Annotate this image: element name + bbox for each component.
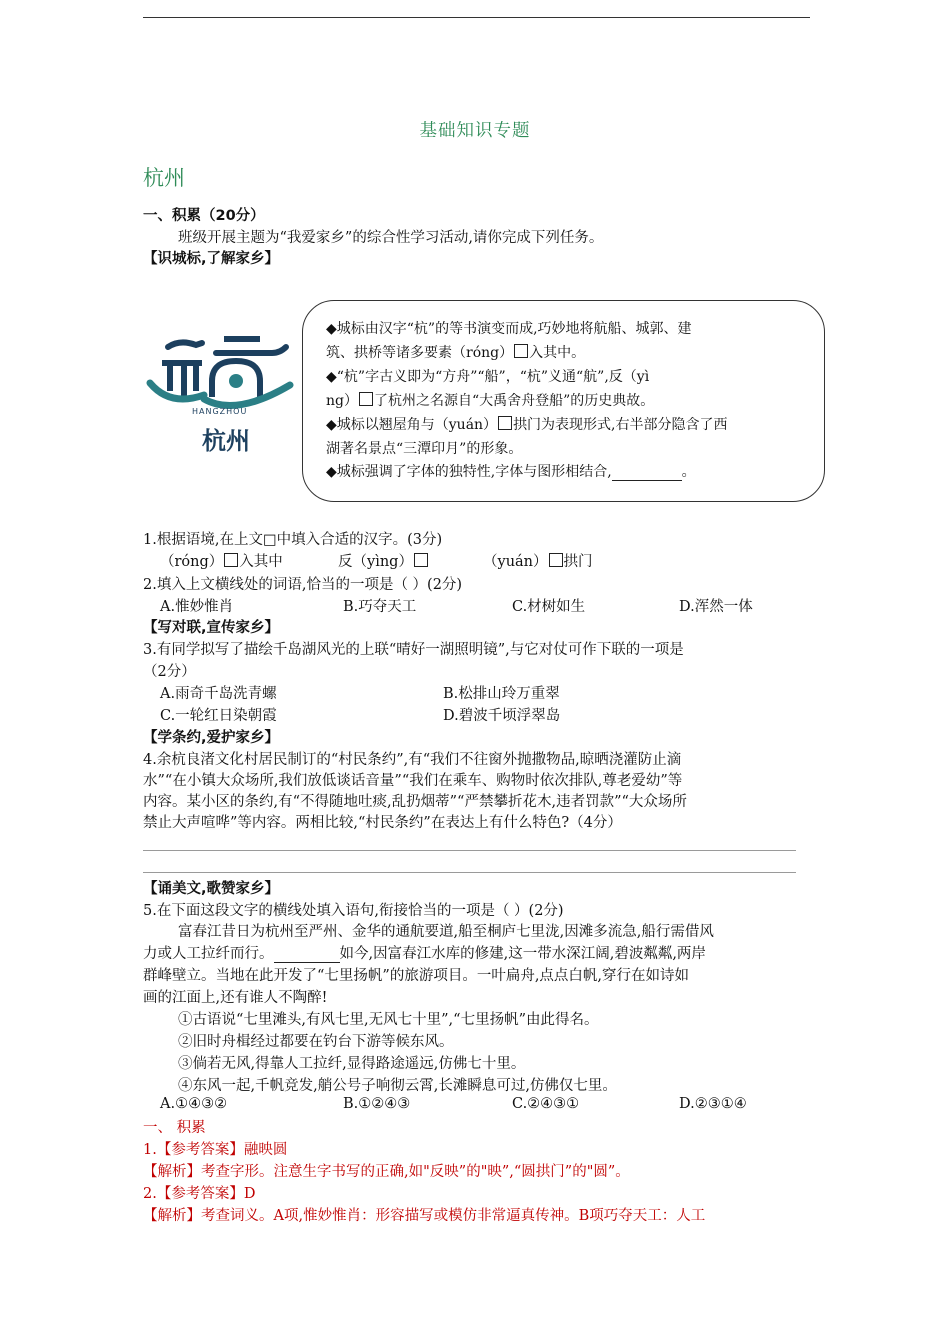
box-line-4-end: 了杭州之名源自“大禹舍舟登船”的历史典故。 [373, 393, 655, 409]
box-line-5-end: 拱门为表现形式,右半部分隐含了西 [513, 417, 728, 433]
blank-square [514, 344, 528, 358]
q1-answer-3 [483, 550, 593, 571]
q5-sentence-1: ①古语说“七里滩头,有风七里,无风七十里”,“七里扬帆”由此得名。 [178, 1012, 599, 1028]
q2-option-a: A.惟妙惟肖 [160, 599, 234, 615]
city-heading: 杭州 [143, 166, 185, 190]
q5-sentence-4: ④东风一起,千帆竞发,艄公号子响彻云霄,长滩瞬息可过,仿佛仅七里。 [178, 1078, 617, 1094]
q3-stem-line-1: 3.有同学拟写了描绘千岛湖风光的上联“晴好一湖照明镜”,与它对仗可作下联的一项是 [143, 642, 684, 658]
q1-answer-1 [160, 550, 283, 571]
q2-option-b: B.巧夺天工 [343, 599, 417, 615]
q5-passage-line-2-start: 力或人工拉纤而行。 [143, 946, 274, 962]
blank-line [612, 464, 682, 481]
logo-cn-text: 杭州 [202, 427, 250, 455]
answers-heading: 一、 积累 [143, 1120, 206, 1136]
answer-line [143, 872, 796, 873]
task1-heading: 【识城标,了解家乡】 [143, 251, 280, 267]
intro-text: 班级开展主题为“我爱家乡”的综合性学习活动,请你完成下列任务。 [178, 230, 604, 246]
q1-stem: 1.根据语境,在上文□中填入合适的汉字。(3分) [143, 532, 443, 548]
q4-line-2: 水”“在小镇大众场所,我们放低谈话音量”“我们在乘车、购物时依次排队,尊老爱幼”等 [143, 773, 683, 789]
box-line-6: 湖著名景点“三潭印月”的形象。 [326, 441, 523, 457]
box-line-3: ◆“杭”字古义即为“方舟”“船”，“杭”义通“航”,反（yì [326, 369, 650, 385]
q1-answer-1-text: 入其中 [239, 554, 283, 570]
blank-square [414, 553, 428, 567]
section-heading: 一、积累（20分） [143, 208, 265, 224]
blank-square [498, 416, 512, 430]
box-line-4 [326, 390, 654, 410]
box-line-2-text: 筑、拱桥等诸多要素（róng） [326, 345, 514, 361]
q5-passage-line-4: 画的江面上,还有谁人不陶醉! [143, 990, 328, 1006]
q5-passage-line-2-end: 如今,因富春江水库的修建,这一带水深江阔,碧波粼粼,两岸 [339, 946, 706, 962]
answer-2: 2.【参考答案】D [143, 1186, 256, 1202]
box-line-5 [326, 414, 728, 434]
box-line-7-end: 。 [681, 464, 696, 480]
answer-line [143, 850, 796, 851]
q1-answer-3-text: 拱门 [563, 554, 593, 570]
q3-option-b: B.松排山玲万重翠 [443, 686, 560, 702]
box-line-2-end: 入其中。 [529, 345, 586, 361]
q5-option-b: B.①②④③ [343, 1096, 411, 1112]
q5-passage-line-2 [143, 942, 706, 963]
box-line-7 [326, 461, 696, 481]
task3-heading: 【学条约,爱护家乡】 [143, 730, 280, 746]
q2-stem: 2.填入上文横线处的词语,恰当的一项是（ ）(2分) [143, 577, 463, 593]
box-line-4-text: ng） [326, 393, 358, 409]
blank-square [359, 392, 373, 406]
q4-line-1: 4.余杭良渚文化村居民制订的“村民条约”,有“我们不往窗外抛撒物品,晾晒浇灌防止滴 [143, 752, 682, 768]
answer-1-explanation: 【解析】考查字形。注意生字书写的正确,如"反映”的"映”,“圆拱门”的"圆”。 [143, 1164, 630, 1180]
q3-option-d: D.碧波千顷浮翠岛 [443, 708, 561, 724]
q3-option-a: A.雨奇千岛洗青螺 [160, 686, 277, 702]
task2-heading: 【写对联,宣传家乡】 [143, 620, 280, 636]
box-line-2 [326, 342, 585, 362]
q5-sentence-3: ③倘若无风,得靠人工拉纤,显得路途遥远,仿佛七十里。 [178, 1056, 526, 1072]
blank-line [274, 946, 340, 963]
q5-sentence-2: ②旧时舟楫经过都要在钓台下游等候东风。 [178, 1034, 454, 1050]
blank-square [224, 553, 238, 567]
q2-option-d: D.浑然一体 [679, 599, 753, 615]
q1-answer-2-pinyin: 反（yìng） [338, 554, 413, 570]
box-line-5-text: ◆城标以翘屋角与（yuán） [326, 417, 498, 433]
page-title: 基础知识专题 [419, 121, 531, 141]
q1-answer-2 [338, 550, 429, 571]
q5-stem: 5.在下面这段文字的横线处填入语句,衔接恰当的一项是（ ）(2分) [143, 903, 564, 919]
q5-option-c: C.②④③① [512, 1096, 580, 1112]
logo-en-text: HANGZHOU [192, 407, 248, 416]
box-line-1: ◆城标由汉字“杭”的等书演变而成,巧妙地将航船、城郭、建 [326, 321, 692, 337]
q5-option-d: D.②③①④ [679, 1096, 747, 1112]
q2-option-c: C.材树如生 [512, 599, 586, 615]
box-line-7-text: ◆城标强调了字体的独特性,字体与图形相结合, [326, 464, 612, 480]
q5-passage-line-3: 群峰壁立。当地在此开发了“七里扬帆”的旅游项目。一叶扁舟,点点白帆,穿行在如诗如 [143, 968, 690, 984]
blank-square [549, 553, 563, 567]
answer-1: 1.【参考答案】融映圆 [143, 1142, 288, 1158]
q1-answer-1-pinyin: （róng） [160, 554, 224, 570]
q3-option-c: C.一轮红日染朝霞 [160, 708, 277, 724]
q1-answer-3-pinyin: （yuán） [483, 554, 548, 570]
task4-heading: 【诵美文,歌赞家乡】 [143, 881, 280, 897]
q5-option-a: A.①④③② [160, 1096, 228, 1112]
q3-stem-line-2: （2分） [143, 664, 196, 680]
q4-line-4: 禁止大声喧哗”等内容。两相比较,“村民条约”在表达上有什么特色?（4分） [143, 815, 622, 831]
q5-passage-line-1: 富春江昔日为杭州至严州、金华的通航要道,船至桐庐七里泷,因滩多流急,船行需借风 [178, 924, 714, 940]
answer-2-explanation: 【解析】考查词义。A项,惟妙惟肖：形容描写或模仿非常逼真传神。B项巧夺天工：人工 [143, 1208, 706, 1224]
header-rule [143, 17, 810, 18]
hangzhou-logo [140, 325, 295, 455]
q4-line-3: 内容。某小区的条约,有“不得随地吐痰,乱扔烟蒂”“严禁攀折花木,违者罚款”“大众场所 [143, 794, 687, 810]
